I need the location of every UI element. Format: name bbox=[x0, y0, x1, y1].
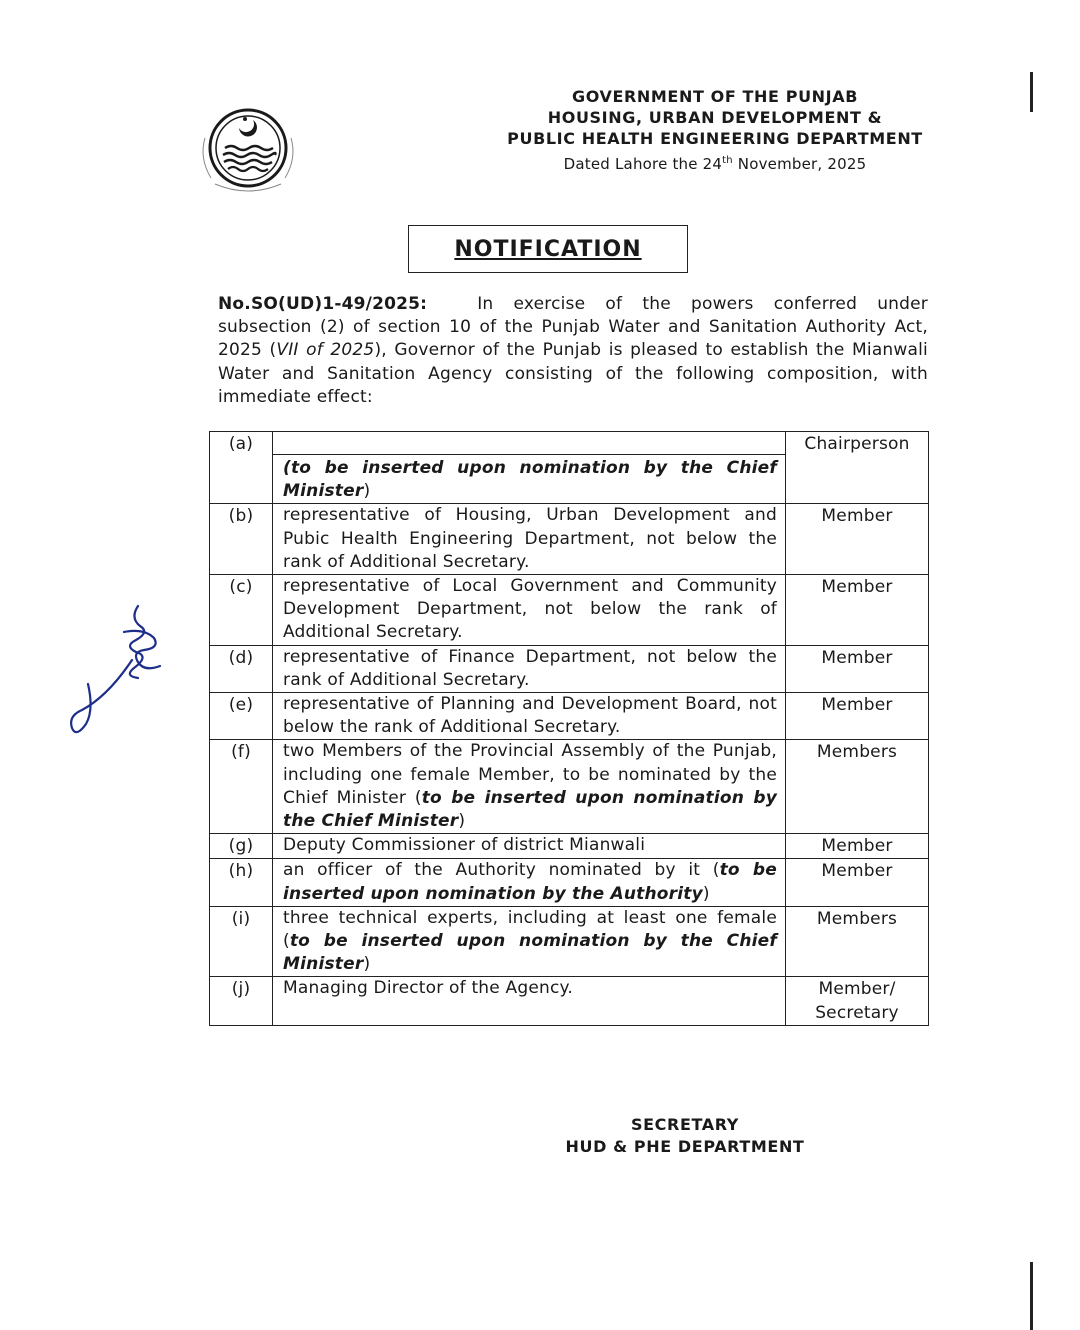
punjab-government-logo bbox=[195, 98, 305, 198]
row-description: two Members of the Provincial Assembly of the Punjab, including one female Member, to be nominated by the Chief Minister (to be inserted upon nomination by the Chief Minister) bbox=[273, 740, 786, 834]
row-description: Deputy Commissioner of district Mianwali bbox=[273, 834, 786, 859]
table-row bbox=[210, 693, 929, 740]
notification-title: NOTIFICATION bbox=[454, 236, 642, 262]
signature-block bbox=[555, 1114, 815, 1158]
row-id: (f) bbox=[210, 740, 273, 834]
notification-title-box bbox=[408, 225, 688, 273]
table-row bbox=[210, 504, 929, 575]
signatory-title: SECRETARY bbox=[631, 1115, 739, 1134]
table-row bbox=[210, 834, 929, 859]
table-row bbox=[210, 645, 929, 692]
table-row bbox=[210, 977, 929, 1025]
row-description: representative of Local Government and Community Development Department, not below the rank of Additional Secretary. bbox=[273, 575, 786, 646]
signatory-department: HUD & PHE DEPARTMENT bbox=[565, 1137, 805, 1156]
row-id: (i) bbox=[210, 906, 273, 977]
row-description: Managing Director of the Agency. bbox=[273, 977, 786, 1025]
table-row bbox=[210, 859, 929, 906]
dated-line: Dated Lahore the 24th November, 2025 bbox=[563, 155, 867, 173]
row-description: representative of Finance Department, not below the rank of Additional Secretary. bbox=[273, 645, 786, 692]
row-role: Member bbox=[786, 834, 929, 859]
letterhead bbox=[480, 86, 950, 173]
row-role: Member bbox=[786, 645, 929, 692]
row-id: (j) bbox=[210, 977, 273, 1025]
row-role: Member bbox=[786, 693, 929, 740]
row-id: (g) bbox=[210, 834, 273, 859]
row-role: Member/ Secretary bbox=[786, 977, 929, 1025]
row-role: Members bbox=[786, 740, 929, 834]
table-row bbox=[210, 432, 929, 504]
table-row bbox=[210, 575, 929, 646]
scan-edge-mark bbox=[1030, 72, 1033, 112]
row-id: (a) bbox=[210, 432, 273, 504]
row-id: (d) bbox=[210, 645, 273, 692]
handwritten-signature bbox=[62, 598, 182, 748]
row-description: representative of Housing, Urban Development and Pubic Health Engineering Department, not below the rank of Additional Secretary. bbox=[273, 504, 786, 575]
row-role: Member bbox=[786, 575, 929, 646]
row-description: (to be inserted upon nomination by the Chief Minister) bbox=[273, 432, 786, 504]
table-row bbox=[210, 906, 929, 977]
row-description: three technical experts, including at least one female (to be inserted upon nomination by the Chief Minister) bbox=[273, 906, 786, 977]
letterhead-line-2: HOUSING, URBAN DEVELOPMENT & bbox=[547, 108, 883, 127]
letterhead-line-1: GOVERNMENT OF THE PUNJAB bbox=[571, 87, 858, 106]
row-role: Chairperson bbox=[786, 432, 929, 504]
row-id: (c) bbox=[210, 575, 273, 646]
row-description: representative of Planning and Development Board, not below the rank of Additional Secretary. bbox=[273, 693, 786, 740]
scan-edge-mark bbox=[1030, 1262, 1033, 1330]
blank-nomination-line bbox=[273, 432, 785, 455]
composition-table bbox=[209, 431, 929, 1026]
table-row bbox=[210, 740, 929, 834]
notification-number: No.SO(UD)1-49/2025: bbox=[218, 294, 428, 314]
row-id: (h) bbox=[210, 859, 273, 906]
row-role: Member bbox=[786, 859, 929, 906]
row-role: Members bbox=[786, 906, 929, 977]
notification-body: No.SO(UD)1-49/2025: In exercise of the powers conferred under subsection (2) of section 10 of the Punjab Water and Sanitation Authority Act, 2025 (VII of 2025), Governor of the Punjab is pleased to establish the Mianwali Water and Sanitation Agency consisting of the following composition, with immediate effect: bbox=[218, 294, 928, 407]
row-id: (b) bbox=[210, 504, 273, 575]
letterhead-line-3: PUBLIC HEALTH ENGINEERING DEPARTMENT bbox=[507, 129, 923, 148]
row-role: Member bbox=[786, 504, 929, 575]
row-description: an officer of the Authority nominated by it (to be inserted upon nomination by the Authority) bbox=[273, 859, 786, 906]
row-id: (e) bbox=[210, 693, 273, 740]
